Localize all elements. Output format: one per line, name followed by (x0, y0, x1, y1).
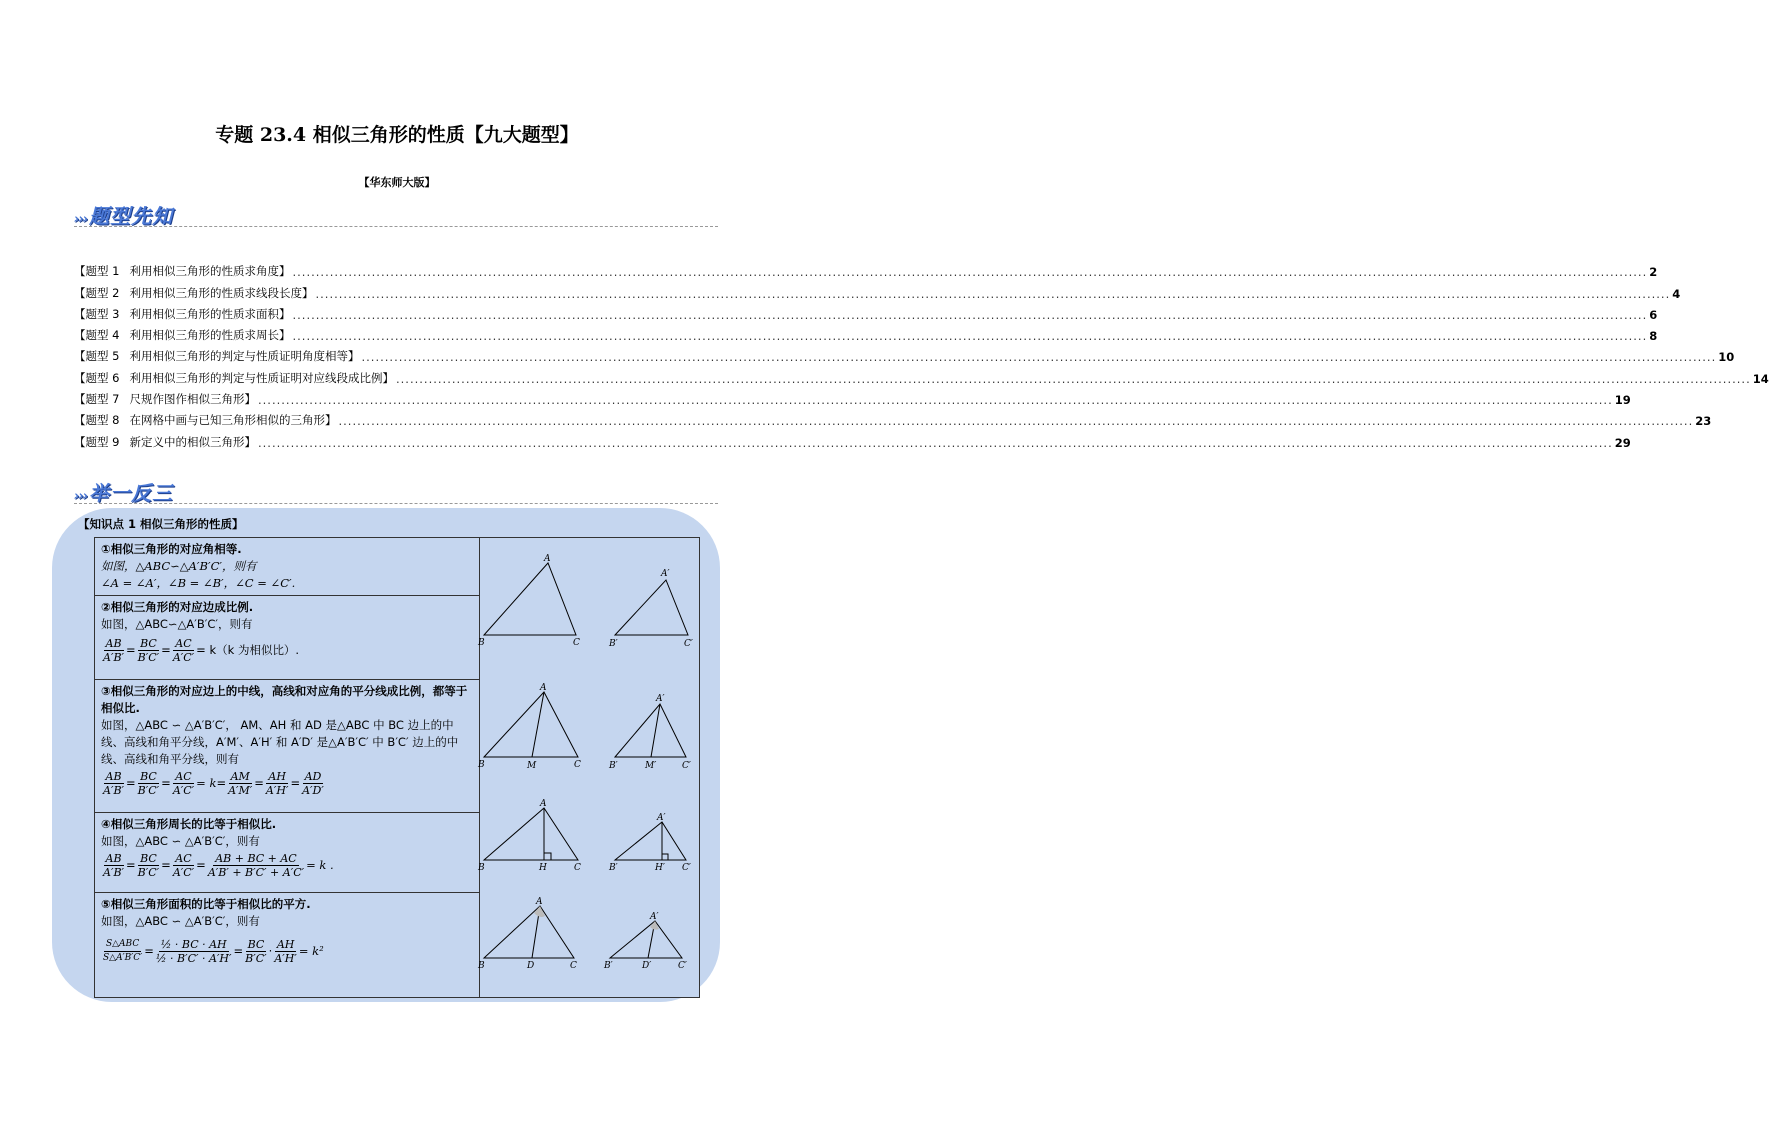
svg-text:A′: A′ (656, 694, 665, 704)
svg-text:B: B (478, 863, 485, 873)
toc-number: 【题型 7 (74, 392, 120, 407)
svg-text:B: B (478, 961, 485, 971)
toc-entry[interactable] (74, 428, 1631, 450)
property-sides (95, 596, 479, 680)
cell-text: 如图，△ABC∽△A′B′C′，则有 (101, 559, 257, 573)
svg-text:D′: D′ (642, 961, 652, 971)
toc-page: 23 (1695, 414, 1712, 429)
cell-heading: ⑤相似三角形面积的比等于相似比的平方. (101, 897, 311, 911)
ratio-equation: $\frac{AB}{A'B'}$ = $\frac{BC}{B'C'}$ = $\frac{AC}{A'C'}$ = k= $\frac{AM}{A'M'}$ = $\frac{AH}{A'H'}$ = $\frac{AD}{A'D'}$ (103, 770, 324, 797)
toc-number: 【题型 9 (74, 434, 120, 449)
knowledge-title: 【知识点 1 相似三角形的性质】 (78, 517, 244, 531)
toc-text: 利用相似三角形的性质求面积】 (129, 306, 291, 321)
toc-page: 8 (1649, 329, 1658, 344)
toc-leader (338, 414, 1693, 428)
edition-subtitle: 【华东师大版】 (358, 176, 436, 189)
toc-leader (315, 287, 1670, 301)
svg-text:A: A (540, 683, 547, 693)
cell-text: 如图，△ABC ∽ △A′B′C′，则有 (101, 834, 260, 848)
toc-leader (396, 372, 1751, 386)
divider (74, 503, 718, 504)
svg-text:A′: A′ (657, 813, 666, 823)
cell-text: 如图，△ABC ∽ △A′B′C′， AM、AH 和 AD 是△ABC 中 BC 边上的中线、高线和角平分线，A′M′、A′H′ 和 A′D′ 是△A′B′C′ 中 B′C′ 边上的中线、高线和角平分线，则有 (101, 718, 459, 766)
toc-text: 尺规作图作相似三角形】 (129, 392, 256, 407)
toc-leader (292, 265, 1647, 279)
banner-text: 举一反三 (89, 481, 174, 505)
toc-number: 【题型 2 (74, 285, 120, 300)
toc-page: 2 (1649, 265, 1658, 280)
toc-text: 利用相似三角形的性质求周长】 (129, 328, 291, 343)
svg-text:H′: H′ (655, 863, 665, 873)
toc-leader (258, 393, 1613, 407)
cell-text: 如图，△ABC∽△A′B′C′，则有 (101, 617, 253, 631)
toc-page: 14 (1752, 371, 1769, 386)
property-area (95, 893, 479, 997)
toc-page: 4 (1672, 286, 1681, 301)
svg-text:C: C (573, 638, 580, 648)
svg-text:A′: A′ (650, 912, 659, 922)
svg-text:H: H (539, 863, 547, 873)
fraction: $\frac{AC}{A'C'}$ (172, 637, 195, 664)
svg-text:C′: C′ (682, 863, 691, 873)
toc-entry[interactable] (74, 258, 1658, 280)
divider (74, 226, 718, 227)
toc-leader (292, 329, 1647, 343)
fraction: $\frac{AB}{A'B'}$ (103, 637, 125, 664)
triangle-figures (480, 538, 698, 997)
arrows-icon: ››› (74, 212, 88, 227)
svg-text:B′: B′ (609, 639, 618, 649)
toc-page: 19 (1614, 393, 1631, 408)
toc-number: 【题型 4 (74, 328, 120, 343)
toc-leader (292, 308, 1647, 322)
svg-text:C′: C′ (682, 761, 691, 771)
cell-heading: ③相似三角形的对应边上的中线，高线和对应角的平分线成比例，都等于相似比. (101, 684, 468, 715)
property-perimeter (95, 813, 479, 893)
svg-text:B′: B′ (609, 863, 618, 873)
svg-text:C: C (574, 760, 581, 770)
toc-number: 【题型 3 (74, 306, 120, 321)
toc-page: 10 (1718, 350, 1735, 365)
svg-text:C: C (570, 961, 577, 971)
svg-text:B′: B′ (609, 761, 618, 771)
svg-text:C: C (574, 863, 581, 873)
cell-heading: ①相似三角形的对应角相等. (101, 542, 242, 556)
toc-text: 利用相似三角形的性质求角度】 (129, 264, 291, 279)
toc-entry[interactable] (74, 364, 1769, 386)
toc-entry[interactable] (74, 322, 1658, 344)
cell-text: ∠A = ∠A′，∠B = ∠B′，∠C = ∠C′. (101, 576, 296, 590)
toc-number: 【题型 5 (74, 349, 120, 364)
banner-examples (74, 477, 173, 506)
property-medians (95, 680, 479, 813)
toc-entry[interactable] (74, 301, 1658, 322)
toc-page: 6 (1649, 307, 1658, 322)
property-angles (95, 538, 479, 596)
toc-entry[interactable] (74, 407, 1712, 429)
svg-text:A: A (536, 897, 543, 907)
toc-entry[interactable] (74, 343, 1735, 365)
svg-text:A: A (540, 799, 547, 809)
svg-text:M: M (527, 761, 537, 771)
svg-text:C′: C′ (684, 639, 693, 649)
svg-text:B′: B′ (604, 961, 613, 971)
fraction: $\frac{BC}{B'C'}$ (137, 637, 160, 664)
knowledge-table (94, 537, 700, 998)
toc-page: 29 (1614, 435, 1631, 450)
toc-text: 利用相似三角形的性质求线段长度】 (129, 285, 314, 300)
toc-entry[interactable] (74, 279, 1681, 301)
toc-entry[interactable] (74, 386, 1631, 408)
cell-heading: ②相似三角形的对应边成比例. (101, 600, 254, 614)
table-of-contents (74, 258, 1769, 450)
ratio-equation: $\frac{\text{S△ABC}}{S\triangle A'B'C'}$ = $\frac{\text{½ · BC · AH}}{\text{½ · B′C′ · A′H′}}$ = $\frac{BC}{B'C'}$ · $\frac{AH}{A'H'}$ = k² (103, 938, 324, 965)
banner-text: 题型先知 (89, 204, 174, 228)
toc-text: 利用相似三角形的判定与性质证明角度相等】 (129, 349, 360, 364)
ratio-tail: = k（k 为相似比）. (196, 643, 300, 657)
toc-text: 新定义中的相似三角形】 (129, 434, 256, 449)
toc-number: 【题型 1 (74, 264, 120, 279)
svg-text:B: B (478, 638, 485, 648)
page-title: 专题 23.4 相似三角形的性质【九大题型】 (215, 124, 579, 146)
svg-text:M′: M′ (645, 761, 657, 771)
ratio-equation: $\frac{AB}{A'B'}$ = $\frac{BC}{B'C'}$ = $\frac{AC}{A'C'}$ = k（k 为相似比）. (103, 637, 300, 664)
svg-text:A: A (544, 554, 551, 564)
banner-question-types (74, 200, 173, 229)
ratio-equation: $\frac{AB}{A'B'}$ = $\frac{BC}{B'C'}$ = $\frac{AC}{A'C'}$ = $\frac{AB + BC + AC}{A'B' + B'C' + A'C'}$ = k . (103, 852, 334, 879)
svg-text:A′: A′ (661, 569, 670, 579)
toc-number: 【题型 8 (74, 413, 120, 428)
cell-heading: ④相似三角形周长的比等于相似比. (101, 817, 277, 831)
svg-text:C′: C′ (678, 961, 687, 971)
cell-text: 如图，△ABC ∽ △A′B′C′，则有 (101, 914, 260, 928)
arrows-icon: ››› (74, 489, 88, 504)
svg-text:D: D (527, 961, 535, 971)
toc-number: 【题型 6 (74, 370, 120, 385)
toc-text: 利用相似三角形的判定与性质证明对应线段成比例】 (129, 370, 394, 385)
svg-text:B: B (478, 760, 485, 770)
toc-leader (361, 350, 1716, 364)
toc-leader (258, 436, 1613, 450)
toc-text: 在网格中画与已知三角形相似的三角形】 (129, 413, 337, 428)
